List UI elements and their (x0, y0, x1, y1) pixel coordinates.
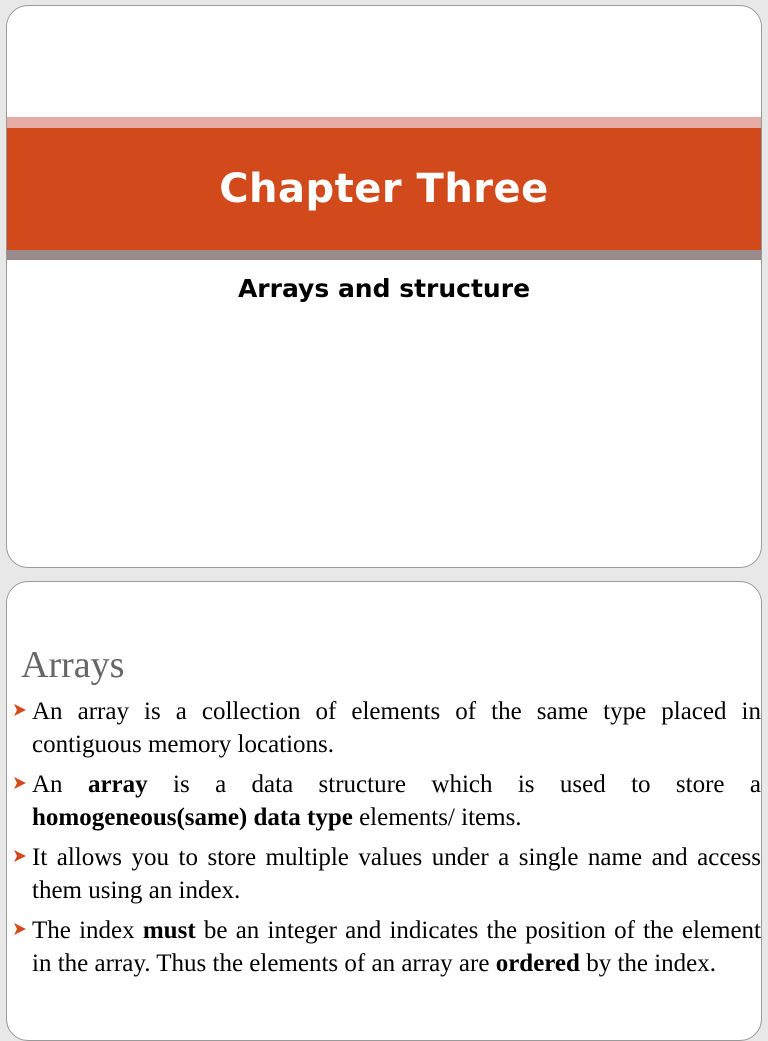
bullet-text: The index (32, 917, 143, 944)
bullet-item (7, 914, 761, 980)
bullet-text: elements/ items. (352, 804, 522, 831)
bullet-item (7, 768, 761, 834)
content-heading: Arrays (21, 644, 125, 686)
bullet-text: by the index. (579, 950, 717, 977)
bullet-bold-text: must (142, 917, 196, 944)
bullet-bold-text: array (87, 771, 148, 798)
bullet-list (7, 695, 761, 987)
content-slide (6, 581, 762, 1041)
title-band-top-stripe (7, 117, 761, 128)
bullet-bold-text: ordered (495, 950, 580, 977)
bullet-text: is a data structure which is used to store a (147, 771, 761, 798)
title-band-bottom-stripe (7, 250, 761, 260)
title-slide (6, 5, 762, 568)
bullet-bold-text: homogeneous(same) data type (32, 804, 353, 831)
bullet-text: An (32, 771, 88, 798)
bullet-text: It allows you to store multiple values under a single name and access them using an index. (32, 844, 761, 904)
arrow-bullet-icon (12, 848, 28, 864)
arrow-bullet-icon (12, 702, 28, 718)
bullet-text: An array is a collection of elements of the same type placed in contiguous memory locations. (32, 698, 761, 758)
bullet-text: be an integer and indicates the position of the element in the array. Thus the elements of an array are (32, 917, 761, 977)
slide-subtitle: Arrays and structure (237, 274, 531, 303)
arrow-bullet-icon (12, 921, 28, 937)
bullet-item (7, 695, 761, 761)
slide-title: Chapter Three (219, 166, 549, 212)
bullet-item (7, 841, 761, 907)
title-band (7, 128, 761, 250)
arrow-bullet-icon (12, 775, 28, 791)
